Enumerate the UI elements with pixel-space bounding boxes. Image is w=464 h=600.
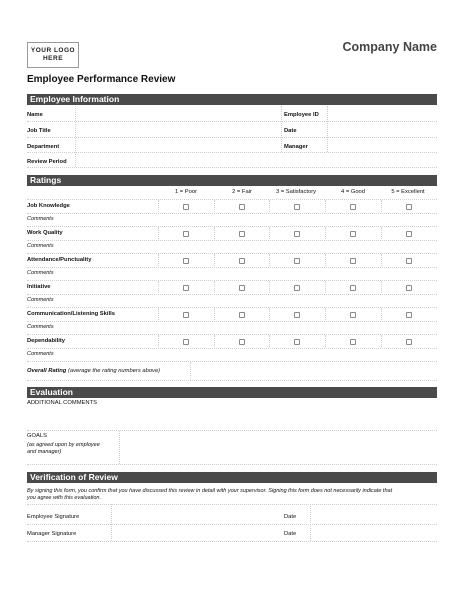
rating-checkbox[interactable] [406, 312, 412, 318]
comments-field[interactable] [65, 240, 437, 253]
rating-checkbox[interactable] [239, 258, 245, 264]
scale-fair: 2 = Fair [232, 189, 252, 195]
divider [310, 504, 311, 541]
rating-checkbox[interactable] [239, 285, 245, 291]
divider [269, 254, 270, 266]
divider [27, 334, 437, 335]
overall-rating-label [27, 368, 160, 374]
divider [27, 253, 437, 254]
divider [27, 361, 437, 362]
rating-checkbox[interactable] [294, 339, 300, 345]
job-title-label: Job Title [27, 128, 51, 134]
category-initiative: Initiative [27, 284, 51, 290]
divider [158, 200, 159, 212]
divider [327, 106, 328, 152]
verification-statement-2: you agree with this evaluation. [27, 495, 101, 501]
rating-checkbox[interactable] [406, 285, 412, 291]
divider [214, 254, 215, 266]
logo-line-2: HERE [42, 55, 64, 62]
comments-label: Comments [27, 324, 54, 330]
divider [27, 199, 437, 200]
divider [158, 281, 159, 293]
rating-checkbox[interactable] [294, 258, 300, 264]
divider [27, 137, 437, 138]
divider [325, 227, 326, 239]
divider [381, 281, 382, 293]
comments-field[interactable] [65, 267, 437, 280]
overall-rating-field[interactable] [191, 363, 437, 377]
name-label: Name [27, 112, 43, 118]
employee-signature-date-label: Date [284, 514, 297, 520]
manager-signature-field[interactable] [112, 526, 280, 542]
goals-field[interactable] [120, 433, 437, 463]
divider [27, 321, 437, 322]
divider [281, 106, 282, 152]
divider [27, 348, 437, 349]
verification-statement-1: By signing this form, you confirm that you have discussed this review in detail with your supervisor. Signing this form does not necessarily indicate that [27, 488, 393, 494]
divider [325, 281, 326, 293]
divider [190, 362, 191, 380]
comments-field[interactable] [65, 348, 437, 361]
rating-checkbox[interactable] [406, 258, 412, 264]
employee-id-field[interactable] [328, 108, 437, 122]
company-name: Company Name [342, 40, 437, 54]
divider [27, 280, 437, 281]
rating-checkbox[interactable] [294, 312, 300, 318]
divider [269, 281, 270, 293]
overall-rating-title: Overall Rating [27, 368, 67, 374]
rating-checkbox[interactable] [239, 231, 245, 237]
comments-label: Comments [27, 297, 54, 303]
rating-checkbox[interactable] [350, 339, 356, 345]
logo-placeholder [27, 42, 79, 68]
additional-comments-label: ADDITIONAL COMMENTS [27, 400, 97, 406]
rating-checkbox[interactable] [350, 231, 356, 237]
divider [269, 200, 270, 212]
rating-checkbox[interactable] [294, 285, 300, 291]
comments-field[interactable] [65, 321, 437, 334]
rating-checkbox[interactable] [350, 312, 356, 318]
rating-checkbox[interactable] [183, 312, 189, 318]
additional-comments-field[interactable] [27, 408, 437, 430]
review-period-label: Review Period [27, 159, 67, 165]
divider [158, 335, 159, 347]
scale-poor: 1 = Poor [174, 189, 198, 195]
divider [214, 227, 215, 239]
verification-header: Verification of Review [27, 472, 437, 483]
divider [381, 335, 382, 347]
divider [27, 524, 437, 525]
goals-note-2: and manager) [27, 449, 62, 455]
divider [158, 254, 159, 266]
rating-checkbox[interactable] [294, 204, 300, 210]
rating-checkbox[interactable] [350, 285, 356, 291]
divider [27, 240, 437, 241]
divider [27, 121, 437, 122]
rating-checkbox[interactable] [183, 258, 189, 264]
manager-signature-label: Manager Signature [27, 531, 77, 537]
divider [158, 308, 159, 320]
divider [75, 106, 76, 167]
job-title-field[interactable] [75, 124, 280, 138]
comments-field[interactable] [65, 294, 437, 307]
divider [27, 294, 437, 295]
manager-signature-date-field[interactable] [311, 526, 437, 542]
rating-checkbox[interactable] [350, 204, 356, 210]
divider [214, 335, 215, 347]
comments-label: Comments [27, 216, 54, 222]
divider [269, 227, 270, 239]
scale-good: 4 = Good [340, 189, 365, 195]
manager-label: Manager [284, 144, 308, 150]
divider [381, 254, 382, 266]
rating-checkbox[interactable] [239, 339, 245, 345]
divider [325, 335, 326, 347]
divider [214, 281, 215, 293]
scale-excellent: 5 = Excellent [391, 189, 425, 195]
logo-line-1: YOUR LOGO [30, 47, 76, 54]
category-work-quality: Work Quality [27, 230, 63, 236]
comments-field[interactable] [65, 213, 437, 226]
divider [27, 152, 437, 153]
divider [27, 504, 437, 505]
employee-signature-date-field[interactable] [311, 506, 437, 524]
department-label: Department [27, 144, 60, 150]
rating-checkbox[interactable] [183, 285, 189, 291]
divider [27, 430, 437, 431]
divider [27, 464, 437, 465]
overall-rating-note: (average the rating numbers above) [67, 368, 161, 374]
divider [27, 267, 437, 268]
divider [269, 335, 270, 347]
employee-id-label: Employee ID [284, 112, 319, 118]
scale-satisfactory: 3 = Satisfactory [275, 189, 317, 195]
rating-checkbox[interactable] [183, 231, 189, 237]
divider [325, 308, 326, 320]
divider [27, 307, 437, 308]
date-label: Date [284, 128, 297, 134]
category-attendance: Attendance/Punctuality [27, 257, 92, 263]
divider [381, 200, 382, 212]
rating-checkbox[interactable] [406, 339, 412, 345]
employee-signature-label: Employee Signature [27, 514, 80, 520]
rating-checkbox[interactable] [239, 204, 245, 210]
divider [27, 226, 437, 227]
category-communication: Communication/Listening Skills [27, 311, 115, 317]
rating-checkbox[interactable] [350, 258, 356, 264]
name-field[interactable] [75, 108, 280, 122]
divider [325, 254, 326, 266]
category-job-knowledge: Job Knowledge [27, 203, 70, 209]
comments-label: Comments [27, 351, 54, 357]
goals-label: GOALS [27, 433, 47, 439]
divider [27, 380, 437, 381]
ratings-header: Ratings [27, 175, 437, 186]
employee-info-header: Employee Information [27, 94, 437, 105]
divider [158, 227, 159, 239]
employee-signature-field[interactable] [112, 506, 280, 524]
rating-checkbox[interactable] [406, 204, 412, 210]
divider [325, 200, 326, 212]
manager-signature-date-label: Date [284, 531, 297, 537]
rating-checkbox[interactable] [294, 231, 300, 237]
rating-checkbox[interactable] [183, 204, 189, 210]
rating-checkbox[interactable] [183, 339, 189, 345]
rating-checkbox[interactable] [406, 231, 412, 237]
divider [27, 167, 437, 168]
divider [381, 227, 382, 239]
comments-label: Comments [27, 243, 54, 249]
divider [27, 541, 437, 542]
evaluation-header: Evaluation [27, 387, 437, 398]
divider [119, 431, 120, 464]
divider [214, 308, 215, 320]
divider [27, 213, 437, 214]
date-field[interactable] [328, 124, 437, 138]
divider [111, 504, 112, 541]
form-title: Employee Performance Review [27, 74, 176, 85]
category-dependability: Dependability [27, 338, 66, 344]
rating-checkbox[interactable] [239, 312, 245, 318]
comments-label: Comments [27, 270, 54, 276]
divider [381, 308, 382, 320]
divider [214, 200, 215, 212]
divider [269, 308, 270, 320]
goals-note-1: (as agreed upon by employee [27, 442, 100, 448]
